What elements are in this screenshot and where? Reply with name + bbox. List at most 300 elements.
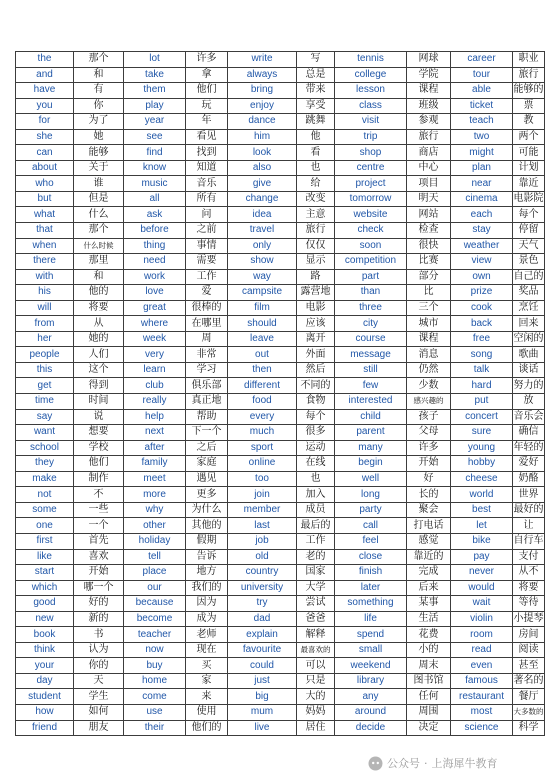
- english-word-cell: need: [124, 254, 186, 270]
- chinese-meaning-cell: 想要: [74, 425, 124, 441]
- english-word-cell: his: [16, 285, 74, 301]
- english-word-cell: idea: [228, 207, 297, 223]
- table-row: [16, 238, 545, 254]
- english-word-cell: new: [16, 611, 74, 627]
- chinese-meaning-cell: 什么: [74, 207, 124, 223]
- english-word-cell: learn: [124, 362, 186, 378]
- chinese-meaning-cell: 感觉: [407, 533, 451, 549]
- english-word-cell: live: [228, 720, 297, 736]
- chinese-meaning-cell: 能够: [74, 145, 124, 161]
- english-word-cell: well: [335, 471, 407, 487]
- chinese-meaning-cell: 很棒的: [186, 300, 228, 316]
- english-word-cell: help: [124, 409, 186, 425]
- chinese-meaning-cell: 新的: [74, 611, 124, 627]
- chinese-meaning-cell: 每个: [513, 207, 545, 223]
- table-row: [16, 549, 545, 565]
- chinese-meaning-cell: 她: [74, 129, 124, 145]
- english-word-cell: change: [228, 191, 297, 207]
- chinese-meaning-cell: 中心: [407, 160, 451, 176]
- chinese-meaning-cell: 甚至: [513, 658, 545, 674]
- table-row: [16, 533, 545, 549]
- english-word-cell: this: [16, 362, 74, 378]
- chinese-meaning-cell: 来: [186, 689, 228, 705]
- english-word-cell: great: [124, 300, 186, 316]
- chinese-meaning-cell: 总是: [297, 67, 335, 83]
- table-row: [16, 580, 545, 596]
- english-word-cell: time: [16, 394, 74, 410]
- english-word-cell: which: [16, 580, 74, 596]
- watermark-prefix: 公众号: [387, 757, 420, 770]
- chinese-meaning-cell: 支付: [513, 549, 545, 565]
- chinese-meaning-cell: 城市: [407, 316, 451, 332]
- chinese-meaning-cell: 遇见: [186, 471, 228, 487]
- table-row: [16, 394, 545, 410]
- english-word-cell: party: [335, 502, 407, 518]
- english-word-cell: ask: [124, 207, 186, 223]
- chinese-meaning-cell: 周末: [407, 658, 451, 674]
- english-word-cell: every: [228, 409, 297, 425]
- chinese-meaning-cell: 加入: [297, 487, 335, 503]
- english-word-cell: world: [451, 487, 513, 503]
- table-row: [16, 378, 545, 394]
- chinese-meaning-cell: 许多: [407, 440, 451, 456]
- english-word-cell: ticket: [451, 98, 513, 114]
- english-word-cell: like: [16, 549, 74, 565]
- table-row: [16, 658, 545, 674]
- chinese-meaning-cell: 地方: [186, 565, 228, 581]
- chinese-meaning-cell: 首先: [74, 533, 124, 549]
- chinese-meaning-cell: 开始: [74, 565, 124, 581]
- chinese-meaning-cell: 打电话: [407, 518, 451, 534]
- english-word-cell: look: [228, 145, 297, 161]
- chinese-meaning-cell: 自行车: [513, 533, 545, 549]
- english-word-cell: friend: [16, 720, 74, 736]
- table-row: [16, 52, 545, 68]
- chinese-meaning-cell: 更多: [186, 487, 228, 503]
- chinese-meaning-cell: 旅行: [513, 67, 545, 83]
- english-word-cell: bike: [451, 533, 513, 549]
- table-row: [16, 456, 545, 472]
- chinese-meaning-cell: 国家: [297, 565, 335, 581]
- chinese-meaning-cell: 有: [74, 83, 124, 99]
- table-row: [16, 673, 545, 689]
- chinese-meaning-cell: 音乐: [186, 176, 228, 192]
- chinese-meaning-cell: 长的: [407, 487, 451, 503]
- chinese-meaning-cell: 生活: [407, 611, 451, 627]
- chinese-meaning-cell: 谁: [74, 176, 124, 192]
- vocabulary-table: [15, 51, 545, 736]
- chinese-meaning-cell: 玩: [186, 98, 228, 114]
- chinese-meaning-cell: 看: [297, 145, 335, 161]
- english-word-cell: around: [335, 704, 407, 720]
- english-word-cell: feel: [335, 533, 407, 549]
- chinese-meaning-cell: 完成: [407, 565, 451, 581]
- chinese-meaning-cell: 周: [186, 331, 228, 347]
- english-word-cell: prize: [451, 285, 513, 301]
- english-word-cell: put: [451, 394, 513, 410]
- chinese-meaning-cell: 解释: [297, 627, 335, 643]
- chinese-meaning-cell: 课程: [407, 83, 451, 99]
- english-word-cell: cook: [451, 300, 513, 316]
- chinese-meaning-cell: 时间: [74, 394, 124, 410]
- chinese-meaning-cell: 不: [74, 487, 124, 503]
- english-word-cell: call: [335, 518, 407, 534]
- english-word-cell: famous: [451, 673, 513, 689]
- chinese-meaning-cell: 将要: [513, 580, 545, 596]
- table-row: [16, 67, 545, 83]
- english-word-cell: their: [124, 720, 186, 736]
- english-word-cell: there: [16, 254, 74, 270]
- chinese-meaning-cell: 学院: [407, 67, 451, 83]
- table-row: [16, 145, 545, 161]
- chinese-meaning-cell: 学习: [186, 362, 228, 378]
- chinese-meaning-cell: 居住: [297, 720, 335, 736]
- wechat-official-account-icon: [368, 756, 383, 771]
- english-word-cell: project: [335, 176, 407, 192]
- english-word-cell: tour: [451, 67, 513, 83]
- chinese-meaning-cell: 最后的: [297, 518, 335, 534]
- english-word-cell: teach: [451, 114, 513, 130]
- english-word-cell: concert: [451, 409, 513, 425]
- english-word-cell: would: [451, 580, 513, 596]
- chinese-meaning-cell: 每个: [297, 409, 335, 425]
- chinese-meaning-cell: 参观: [407, 114, 451, 130]
- english-word-cell: what: [16, 207, 74, 223]
- english-word-cell: when: [16, 238, 74, 254]
- english-word-cell: always: [228, 67, 297, 83]
- table-row: [16, 129, 545, 145]
- chinese-meaning-cell: 部分: [407, 269, 451, 285]
- chinese-meaning-cell: 音乐会: [513, 409, 545, 425]
- chinese-meaning-cell: 感兴趣的: [407, 394, 451, 410]
- table-row: [16, 331, 545, 347]
- english-word-cell: still: [335, 362, 407, 378]
- english-word-cell: few: [335, 378, 407, 394]
- english-word-cell: family: [124, 456, 186, 472]
- chinese-meaning-cell: 最好的: [513, 502, 545, 518]
- chinese-meaning-cell: 阅读: [513, 642, 545, 658]
- english-word-cell: year: [124, 114, 186, 130]
- english-word-cell: very: [124, 347, 186, 363]
- chinese-meaning-cell: 大学: [297, 580, 335, 596]
- chinese-meaning-cell: 他: [297, 129, 335, 145]
- chinese-meaning-cell: 为什么: [186, 502, 228, 518]
- english-word-cell: even: [451, 658, 513, 674]
- english-word-cell: website: [335, 207, 407, 223]
- english-word-cell: small: [335, 642, 407, 658]
- chinese-meaning-cell: 爸爸: [297, 611, 335, 627]
- chinese-meaning-cell: 奖品: [513, 285, 545, 301]
- chinese-meaning-cell: 天: [74, 673, 124, 689]
- english-word-cell: you: [16, 98, 74, 114]
- chinese-meaning-cell: 如何: [74, 704, 124, 720]
- chinese-meaning-cell: 真正地: [186, 394, 228, 410]
- chinese-meaning-cell: 食物: [297, 394, 335, 410]
- chinese-meaning-cell: 空闲的: [513, 331, 545, 347]
- english-word-cell: love: [124, 285, 186, 301]
- english-word-cell: good: [16, 596, 74, 612]
- english-word-cell: centre: [335, 160, 407, 176]
- table-row: [16, 642, 545, 658]
- chinese-meaning-cell: 网站: [407, 207, 451, 223]
- english-word-cell: might: [451, 145, 513, 161]
- chinese-meaning-cell: 仍然: [407, 362, 451, 378]
- chinese-meaning-cell: 工作: [186, 269, 228, 285]
- chinese-meaning-cell: 开始: [407, 456, 451, 472]
- table-row: [16, 207, 545, 223]
- chinese-meaning-cell: 教: [513, 114, 545, 130]
- chinese-meaning-cell: 爱: [186, 285, 228, 301]
- english-word-cell: class: [335, 98, 407, 114]
- chinese-meaning-cell: 小提琴: [513, 611, 545, 627]
- english-word-cell: become: [124, 611, 186, 627]
- chinese-meaning-cell: 比赛: [407, 254, 451, 270]
- chinese-meaning-cell: 需要: [186, 254, 228, 270]
- chinese-meaning-cell: 其他的: [186, 518, 228, 534]
- chinese-meaning-cell: 制作: [74, 471, 124, 487]
- chinese-meaning-cell: 大的: [297, 689, 335, 705]
- english-word-cell: before: [124, 223, 186, 239]
- english-word-cell: start: [16, 565, 74, 581]
- chinese-meaning-cell: 看见: [186, 129, 228, 145]
- chinese-meaning-cell: 从: [74, 316, 124, 332]
- english-word-cell: next: [124, 425, 186, 441]
- chinese-meaning-cell: 因为: [186, 596, 228, 612]
- chinese-meaning-cell: 职业: [513, 52, 545, 68]
- english-word-cell: view: [451, 254, 513, 270]
- chinese-meaning-cell: 某事: [407, 596, 451, 612]
- chinese-meaning-cell: 说: [74, 409, 124, 425]
- english-word-cell: room: [451, 627, 513, 643]
- chinese-meaning-cell: 现在: [186, 642, 228, 658]
- chinese-meaning-cell: 好: [407, 471, 451, 487]
- chinese-meaning-cell: 给: [297, 176, 335, 192]
- chinese-meaning-cell: 然后: [297, 362, 335, 378]
- english-word-cell: weather: [451, 238, 513, 254]
- chinese-meaning-cell: 我们的: [186, 580, 228, 596]
- chinese-meaning-cell: 你: [74, 98, 124, 114]
- english-word-cell: something: [335, 596, 407, 612]
- english-word-cell: check: [335, 223, 407, 239]
- chinese-meaning-cell: 家庭: [186, 456, 228, 472]
- chinese-meaning-cell: 决定: [407, 720, 451, 736]
- chinese-meaning-cell: 从不: [513, 565, 545, 581]
- chinese-meaning-cell: 房间: [513, 627, 545, 643]
- chinese-meaning-cell: 书: [74, 627, 124, 643]
- chinese-meaning-cell: 路: [297, 269, 335, 285]
- english-word-cell: career: [451, 52, 513, 68]
- english-word-cell: than: [335, 285, 407, 301]
- chinese-meaning-cell: 可能: [513, 145, 545, 161]
- english-word-cell: the: [16, 52, 74, 68]
- english-word-cell: other: [124, 518, 186, 534]
- english-word-cell: job: [228, 533, 297, 549]
- chinese-meaning-cell: 改变: [297, 191, 335, 207]
- chinese-meaning-cell: 消息: [407, 347, 451, 363]
- english-word-cell: many: [335, 440, 407, 456]
- english-word-cell: just: [228, 673, 297, 689]
- english-word-cell: young: [451, 440, 513, 456]
- chinese-meaning-cell: 享受: [297, 98, 335, 114]
- english-word-cell: hobby: [451, 456, 513, 472]
- english-word-cell: work: [124, 269, 186, 285]
- english-word-cell: restaurant: [451, 689, 513, 705]
- english-word-cell: get: [16, 378, 74, 394]
- english-word-cell: food: [228, 394, 297, 410]
- table-row: [16, 425, 545, 441]
- chinese-meaning-cell: 天气: [513, 238, 545, 254]
- chinese-meaning-cell: 科学: [513, 720, 545, 736]
- english-word-cell: parent: [335, 425, 407, 441]
- english-word-cell: bring: [228, 83, 297, 99]
- chinese-meaning-cell: 那个: [74, 223, 124, 239]
- english-word-cell: week: [124, 331, 186, 347]
- chinese-meaning-cell: 外面: [297, 347, 335, 363]
- english-word-cell: message: [335, 347, 407, 363]
- english-word-cell: one: [16, 518, 74, 534]
- english-word-cell: stay: [451, 223, 513, 239]
- english-word-cell: dad: [228, 611, 297, 627]
- table-row: [16, 596, 545, 612]
- english-word-cell: part: [335, 269, 407, 285]
- table-row: [16, 487, 545, 503]
- chinese-meaning-cell: 非常: [186, 347, 228, 363]
- english-word-cell: thing: [124, 238, 186, 254]
- english-word-cell: then: [228, 362, 297, 378]
- english-word-cell: place: [124, 565, 186, 581]
- english-word-cell: own: [451, 269, 513, 285]
- english-word-cell: begin: [335, 456, 407, 472]
- chinese-meaning-cell: 写: [297, 52, 335, 68]
- english-word-cell: read: [451, 642, 513, 658]
- english-word-cell: and: [16, 67, 74, 83]
- chinese-meaning-cell: 让: [513, 518, 545, 534]
- table-row: [16, 223, 545, 239]
- english-word-cell: she: [16, 129, 74, 145]
- english-word-cell: hard: [451, 378, 513, 394]
- table-row: [16, 316, 545, 332]
- chinese-meaning-cell: 学生: [74, 689, 124, 705]
- english-word-cell: never: [451, 565, 513, 581]
- table-row: [16, 347, 545, 363]
- chinese-meaning-cell: 奶酪: [513, 471, 545, 487]
- english-word-cell: tomorrow: [335, 191, 407, 207]
- english-word-cell: people: [16, 347, 74, 363]
- table-row: [16, 176, 545, 192]
- chinese-meaning-cell: 他们的: [186, 720, 228, 736]
- vocabulary-table-body: [16, 52, 545, 736]
- english-word-cell: where: [124, 316, 186, 332]
- chinese-meaning-cell: 这个: [74, 362, 124, 378]
- english-word-cell: spend: [335, 627, 407, 643]
- english-word-cell: out: [228, 347, 297, 363]
- chinese-meaning-cell: 两个: [513, 129, 545, 145]
- chinese-meaning-cell: 哪一个: [74, 580, 124, 596]
- chinese-meaning-cell: 只是: [297, 673, 335, 689]
- chinese-meaning-cell: 等待: [513, 596, 545, 612]
- english-word-cell: campsite: [228, 285, 297, 301]
- chinese-meaning-cell: 计划: [513, 160, 545, 176]
- english-word-cell: should: [228, 316, 297, 332]
- chinese-meaning-cell: 也: [297, 471, 335, 487]
- english-word-cell: university: [228, 580, 297, 596]
- chinese-meaning-cell: 家: [186, 673, 228, 689]
- chinese-meaning-cell: 餐厅: [513, 689, 545, 705]
- chinese-meaning-cell: 朋友: [74, 720, 124, 736]
- chinese-meaning-cell: 很多: [297, 425, 335, 441]
- english-word-cell: three: [335, 300, 407, 316]
- chinese-meaning-cell: 票: [513, 98, 545, 114]
- chinese-meaning-cell: 成为: [186, 611, 228, 627]
- english-word-cell: able: [451, 83, 513, 99]
- english-word-cell: have: [16, 83, 74, 99]
- table-row: [16, 611, 545, 627]
- english-word-cell: trip: [335, 129, 407, 145]
- chinese-meaning-cell: 尝试: [297, 596, 335, 612]
- chinese-meaning-cell: 他的: [74, 285, 124, 301]
- table-row: [16, 518, 545, 534]
- english-word-cell: for: [16, 114, 74, 130]
- english-word-cell: can: [16, 145, 74, 161]
- english-word-cell: day: [16, 673, 74, 689]
- chinese-meaning-cell: 找到: [186, 145, 228, 161]
- chinese-meaning-cell: 老的: [297, 549, 335, 565]
- chinese-meaning-cell: 爱好: [513, 456, 545, 472]
- english-word-cell: science: [451, 720, 513, 736]
- english-word-cell: old: [228, 549, 297, 565]
- english-word-cell: book: [16, 627, 74, 643]
- chinese-meaning-cell: 但是: [74, 191, 124, 207]
- english-word-cell: why: [124, 502, 186, 518]
- english-word-cell: now: [124, 642, 186, 658]
- english-word-cell: different: [228, 378, 297, 394]
- english-word-cell: use: [124, 704, 186, 720]
- chinese-meaning-cell: 不同的: [297, 378, 335, 394]
- chinese-meaning-cell: 露营地: [297, 285, 335, 301]
- chinese-meaning-cell: 运动: [297, 440, 335, 456]
- english-word-cell: pay: [451, 549, 513, 565]
- table-row: [16, 160, 545, 176]
- english-word-cell: some: [16, 502, 74, 518]
- english-word-cell: sure: [451, 425, 513, 441]
- table-row: [16, 83, 545, 99]
- chinese-meaning-cell: 带来: [297, 83, 335, 99]
- english-word-cell: music: [124, 176, 186, 192]
- english-word-cell: too: [228, 471, 297, 487]
- chinese-meaning-cell: 三个: [407, 300, 451, 316]
- english-word-cell: each: [451, 207, 513, 223]
- english-word-cell: not: [16, 487, 74, 503]
- chinese-meaning-cell: 之前: [186, 223, 228, 239]
- english-word-cell: course: [335, 331, 407, 347]
- english-word-cell: way: [228, 269, 297, 285]
- table-row: [16, 565, 545, 581]
- english-word-cell: holiday: [124, 533, 186, 549]
- english-word-cell: see: [124, 129, 186, 145]
- chinese-meaning-cell: 孩子: [407, 409, 451, 425]
- english-word-cell: student: [16, 689, 74, 705]
- chinese-meaning-cell: 使用: [186, 704, 228, 720]
- english-word-cell: about: [16, 160, 74, 176]
- table-row: [16, 285, 545, 301]
- chinese-meaning-cell: 那个: [74, 52, 124, 68]
- english-word-cell: shop: [335, 145, 407, 161]
- english-word-cell: think: [16, 642, 74, 658]
- chinese-meaning-cell: 能够的: [513, 83, 545, 99]
- chinese-meaning-cell: 旅行: [297, 223, 335, 239]
- chinese-meaning-cell: 买: [186, 658, 228, 674]
- chinese-meaning-cell: 她的: [74, 331, 124, 347]
